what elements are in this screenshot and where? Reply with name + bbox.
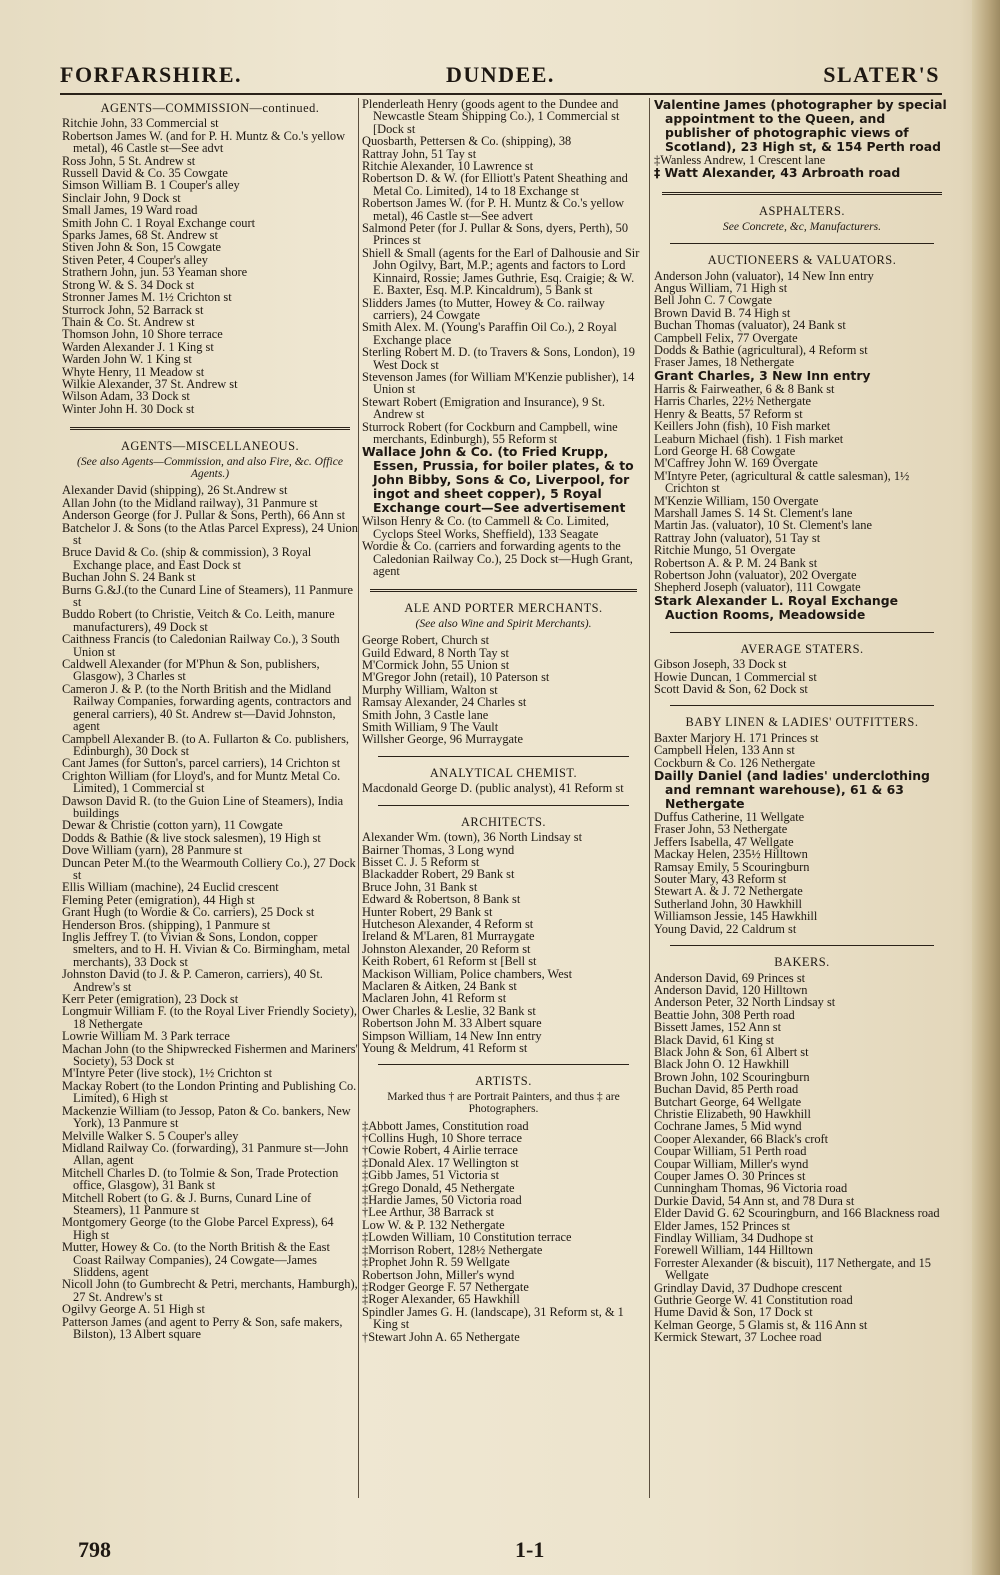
directory-entry: Christie Elizabeth, 90 Hawkhill <box>654 1106 811 1121</box>
directory-entry: Ramsay Emily, 5 Scouringburn <box>654 859 810 874</box>
directory-entry: Black John O. 12 Hawkhill <box>654 1057 790 1072</box>
directory-entry: ‡Rodger George F. 57 Nethergate <box>362 1279 529 1294</box>
directory-entry: Sturrock John, 52 Barrack st <box>62 302 204 317</box>
directory-entry: Alexander David (shipping), 26 St.Andrew st <box>62 483 288 498</box>
directory-entry: Hunter Robert, 29 Bank st <box>362 904 493 919</box>
section-note: (See also Wine and Spirit Merchants). <box>415 616 592 630</box>
directory-entry: Butchart George, 64 Wellgate <box>654 1094 802 1109</box>
directory-entry: Warden John W. 1 King st <box>62 352 192 367</box>
column-1 <box>62 98 358 1340</box>
directory-entry: Mackenzie William (to Jessop, Paton & Co. bankers, New York), 13 Panmure st <box>62 1103 351 1131</box>
directory-entry: Anderson John (valuator), 14 New Inn entry <box>654 268 874 283</box>
directory-entry: Ritchie John, 33 Commercial st <box>62 116 219 131</box>
header-town: DUNDEE. <box>446 62 555 87</box>
directory-entry: Johnston David (to J. & P. Cameron, carriers), 40 St. Andrew's st <box>62 967 323 994</box>
directory-entry: ‡Donald Alex. 17 Wellington st <box>362 1155 519 1170</box>
directory-entry: Ritchie Mungo, 51 Overgate <box>654 543 796 558</box>
directory-entry: Bairner Thomas, 3 Long wynd <box>362 842 515 857</box>
directory-entry: Cockburn & Co. 126 Nethergate <box>654 755 816 770</box>
directory-entry: Crighton William (for Lloyd's, and for Muntz Metal Co. Limited), 1 Commercial st <box>62 768 341 796</box>
directory-entry: Keillers John (fish), 10 Fish market <box>654 419 831 434</box>
directory-entry: Dodds & Bathie (& live stock salesmen), 19 High st <box>62 830 321 845</box>
directory-entry: ‡Morrison Robert, 128½ Nethergate <box>362 1242 543 1257</box>
directory-entry: Dodds & Bathie (agricultural), 4 Reform st <box>654 343 868 358</box>
directory-entry: Small James, 19 Ward road <box>62 203 198 218</box>
page-number: 798 <box>78 1537 111 1562</box>
directory-entry: Grindlay David, 37 Dudhope crescent <box>654 1280 843 1295</box>
directory-entry: Stiven Peter, 4 Couper's alley <box>62 252 208 267</box>
directory-entry: Simson William B. 1 Couper's alley <box>62 178 240 193</box>
section-heading: ANALYTICAL CHEMIST. <box>429 765 578 780</box>
section-heading: BABY LINEN & LADIES' OUTFITTERS. <box>685 715 919 730</box>
column-3 <box>654 98 950 1344</box>
directory-entry: Henderson Bros. (shipping), 1 Panmure st <box>62 917 271 932</box>
directory-entry: Mackay Robert (to the London Printing and Publishing Co. Limited), 6 High st <box>62 1078 357 1106</box>
directory-entry: Stevenson James (for William M'Kenzie publisher), 14 Union st <box>362 369 635 397</box>
directory-entry: Couper James O. 30 Princes st <box>654 1169 806 1183</box>
directory-entry: Guild Edward, 8 North Tay st <box>362 645 509 660</box>
directory-entry: Thomson John, 10 Shore terrace <box>62 327 223 342</box>
entry-list <box>362 98 645 445</box>
directory-entry: Robertson A. & P. M. 24 Bank st <box>654 555 818 570</box>
section-divider <box>670 243 934 244</box>
directory-entry: Longmuir William F. (to the Royal Liver Friendly Society), 18 Nethergate <box>62 1004 357 1031</box>
directory-entry: Low W. & P. 132 Nethergate <box>362 1217 505 1232</box>
entry-list <box>62 484 358 1340</box>
header-rule <box>60 93 942 95</box>
directory-entry: ‡Grego Donald, 45 Nethergate <box>362 1180 515 1195</box>
directory-entry: George Robert, Church st <box>362 633 490 648</box>
directory-entry: ‡Hardie James, 50 Victoria road <box>362 1193 522 1208</box>
directory-entry: Keith Robert, 61 Reform st [Bell st <box>362 954 537 969</box>
directory-entry: Elder James, 152 Princes st <box>654 1218 790 1233</box>
directory-entry: Blackadder Robert, 29 Bank st <box>362 867 515 882</box>
directory-entry: Anderson George (for J. Pullar & Sons, Perth), 66 Ann st <box>62 508 346 523</box>
section-heading: ARTISTS. <box>475 1074 532 1089</box>
directory-entry: Elder David G. 62 Scouringburn, and 166 Blackness road <box>654 1206 940 1221</box>
directory-entry: M'Intyre Peter (live stock), 1½ Crichton st <box>62 1066 273 1081</box>
directory-entry: †Stewart John A. 65 Nethergate <box>362 1329 520 1344</box>
directory-entry: Warden Alexander J. 1 King st <box>62 339 214 354</box>
directory-entry: Ellis William (machine), 24 Euclid crescent <box>62 880 279 895</box>
directory-entry: Alexander Wm. (town), 36 North Lindsay st <box>362 830 583 845</box>
directory-entry: M'Intyre Peter, (agricultural & cattle salesman), 1½ Crichton st <box>654 468 910 496</box>
directory-entry: Marshall James S. 14 St. Clement's lane <box>654 505 853 520</box>
bold-advert-entry: Dailly Daniel (and ladies' underclothing and remnant warehouse), 61 & 63 Nethergate <box>654 768 930 812</box>
section-divider <box>662 192 942 195</box>
directory-entry: Sinclair John, 9 Dock st <box>62 190 181 205</box>
section-note: (See also Agents—Commission, and also Fire, &c. Office Agents.) <box>77 454 343 480</box>
directory-entry: Bruce David & Co. (ship & commission), 3 Royal Exchange place, and East Dock st <box>62 545 312 572</box>
directory-entry: Buchan Thomas (valuator), 24 Bank st <box>654 318 846 333</box>
header-county: FORFARSHIRE. <box>60 62 242 87</box>
printer-signature: 1-1 <box>515 1537 545 1562</box>
entry-list <box>362 1120 645 1343</box>
directory-entry: Cochrane James, 5 Mid wynd <box>654 1119 802 1134</box>
directory-entry: Ower Charles & Leslie, 32 Bank st <box>362 1003 536 1018</box>
directory-entry: Batchelor J. & Sons (to the Atlas Parcel Express), 24 Union st <box>62 520 358 547</box>
section-heading: AVERAGE STATERS. <box>740 641 864 656</box>
directory-entry: Ogilvy George A. 51 High st <box>62 1302 205 1317</box>
directory-entry: †Lee Arthur, 38 Barrack st <box>362 1205 494 1220</box>
directory-entry: Anderson Peter, 32 North Lindsay st <box>654 995 836 1010</box>
section-heading: ARCHITECTS. <box>460 814 546 829</box>
entry-list <box>654 98 950 154</box>
directory-entry: Spindler James G. H. (landscape), 31 Reform st, & 1 King st <box>362 1304 624 1332</box>
directory-entry: ‡Roger Alexander, 65 Hawkhill <box>362 1292 520 1307</box>
directory-entry: Winter John H. 30 Dock st <box>62 401 195 416</box>
directory-entry: Mutter, Howey & Co. (to the North British & the East Coast Railway Companies), 24 Cowgate—James Sliddens, agent <box>62 1240 330 1279</box>
directory-entry: Ritchie Alexander, 10 Lawrence st <box>362 159 534 174</box>
directory-entry: Mitchell Robert (to G. & J. Burns, Cunard Line of Steamers), 11 Panmure st <box>62 1190 312 1217</box>
directory-entry: Cant James (for Sutton's, parcel carriers), 14 Crichton st <box>62 756 341 771</box>
directory-entry: Duffus Catherine, 11 Wellgate <box>654 810 805 825</box>
directory-entry: Brown David B. 74 High st <box>654 305 791 320</box>
directory-entry: Dewar & Christie (cotton yarn), 11 Cowgate <box>62 818 283 833</box>
directory-entry: Gibson Joseph, 33 Dock st <box>654 657 787 672</box>
directory-entry: M'Kenzie William, 150 Overgate <box>654 493 819 508</box>
directory-entry: Macdonald George D. (public analyst), 41 Reform st <box>362 781 624 796</box>
directory-entry: Scott David & Son, 62 Dock st <box>654 682 808 696</box>
entry-list <box>362 831 645 1054</box>
bold-advert-entry: ‡ Watt Alexander, 43 Arbroath road <box>654 165 901 181</box>
directory-entry: †Collins Hugh, 10 Shore terrace <box>362 1131 523 1146</box>
section-divider <box>378 805 629 806</box>
directory-entry: Souter Mary, 43 Reform st <box>654 872 787 887</box>
directory-entry: Shiell & Small (agents for the Earl of Dalhousie and Sir John Ogilvy, Bart, M.P.; agents and factors to Lord Kinnaird, Rossie; James Guthrie, Esq. Craigie; & W. E. Baxter, Esq. M.P. Kincaldrum), 5 Bank st <box>362 245 640 298</box>
entry-list <box>654 270 950 369</box>
directory-entry: Bruce John, 31 Bank st <box>362 879 478 894</box>
directory-entry: Coupar William, Miller's wynd <box>654 1156 809 1171</box>
directory-entry: M'Cormick John, 55 Union st <box>362 658 510 673</box>
directory-entry: Campbell Felix, 77 Overgate <box>654 330 798 345</box>
directory-entry: Wordie & Co. (carriers and forwarding agents to the Caledonian Railway Co.), 25 Dock st—Hugh Grant, agent <box>362 539 633 578</box>
directory-entry: Sterling Robert M. D. (to Travers & Sons, London), 19 West Dock st <box>362 345 635 372</box>
directory-entry: Ireland & M'Laren, 81 Murraygate <box>362 929 535 944</box>
section-divider <box>670 945 934 946</box>
directory-entry: Lowrie William M. 3 Park terrace <box>62 1029 230 1044</box>
directory-entry: Campbell Alexander B. (to A. Fullarton & Co. publishers, Edinburgh), 30 Dock st <box>62 731 350 758</box>
directory-entry: Buchan David, 85 Perth road <box>654 1082 799 1097</box>
directory-entry: ‡Prophet John R. 59 Wellgate <box>362 1255 510 1270</box>
directory-entry: Russell David & Co. 35 Cowgate <box>62 166 228 181</box>
directory-entry: Jeffers Isabella, 47 Wellgate <box>654 834 794 849</box>
directory-entry: Harris & Fairweather, 6 & 8 Bank st <box>654 381 835 396</box>
directory-entry: Dawson David R. (to the Guion Line of Steamers), India buildings <box>62 793 344 820</box>
directory-entry: Fraser John, 53 Nethergate <box>654 822 788 837</box>
entry-list <box>654 658 950 695</box>
directory-entry: Sutherland John, 30 Hawkhill <box>654 896 802 911</box>
directory-entry: Stiven John & Son, 15 Cowgate <box>62 240 222 255</box>
directory-entry: Thain & Co. St. Andrew st <box>62 314 195 329</box>
section-note: See Concrete, &c, Manufacturers. <box>722 219 882 233</box>
section-heading: AGENTS—COMMISSION—continued. <box>100 101 320 115</box>
directory-entry: Cooper Alexander, 66 Black's croft <box>654 1131 829 1146</box>
directory-entry: Kelman George, 5 Glamis st, & 116 Ann st <box>654 1317 868 1332</box>
directory-entry: Mitchell Charles D. (to Tolmie & Son, Trade Protection office, Glasgow), 31 Bank st <box>62 1165 339 1193</box>
directory-entry: Strong W. & S. 34 Dock st <box>62 277 195 292</box>
section-heading: ALE AND PORTER MERCHANTS. <box>404 601 603 616</box>
directory-entry: Martin Jas. (valuator), 10 St. Clement's lane <box>654 518 872 533</box>
entry-list <box>362 634 645 746</box>
directory-entry: Smith John C. 1 Royal Exchange court <box>62 215 256 230</box>
directory-entry: Beattie John, 308 Perth road <box>654 1007 795 1022</box>
entry-list <box>654 383 950 594</box>
directory-entry: Buchan John S. 24 Bank st <box>62 570 196 585</box>
header-publisher: SLATER'S <box>823 62 940 87</box>
directory-entry: Nicoll John (to Gumbrecht & Petri, merchants, Hamburgh), 27 St. Andrew's st <box>62 1277 358 1304</box>
directory-entry: Smith William, 9 The Vault <box>362 720 499 735</box>
directory-entry: Melville Walker S. 5 Couper's alley <box>62 1128 239 1143</box>
directory-entry: Quosbarth, Pettersen & Co. (shipping), 38 <box>362 134 572 149</box>
directory-entry: ‡Abbott James, Constitution road <box>362 1118 529 1133</box>
directory-entry: Sturrock Robert (for Cockburn and Campbell, wine merchants, Edinburgh), 55 Reform st <box>362 419 618 446</box>
directory-entry: Valentine James (photographer by special appointment to the Queen, and publisher of photographic views of Scotland), 23 High st, & 154 Perth road <box>654 97 947 154</box>
directory-entry: Henry & Beatts, 57 Reform st <box>654 406 803 421</box>
directory-entry: Machan John (to the Shipwrecked Fishermen and Mariners' Society), 53 Dock st <box>62 1041 358 1069</box>
directory-entry: Ross John, 5 St. Andrew st <box>62 153 196 168</box>
section-divider <box>70 427 350 430</box>
directory-entry: ‡Gibb James, 51 Victoria st <box>362 1168 500 1183</box>
directory-entry: Robertson John (valuator), 202 Overgate <box>654 567 857 582</box>
directory-entry: Midland Railway Co. (forwarding), 31 Panmure st—John Allan, agent <box>62 1140 349 1168</box>
directory-entry: Rattray John, 51 Tay st <box>362 146 477 161</box>
directory-entry: Forrester Alexander (& biscuit), 117 Nethergate, and 15 Wellgate <box>654 1255 931 1283</box>
directory-entry: Robertson D. & W. (for Elliott's Patent Sheathing and Metal Co. Limited), 14 to 18 Exchange st <box>362 171 628 198</box>
directory-entry: Cameron J. & P. (to the North British and the Midland Railway Companies, forwarding agents, contractors and general carriers), 40 St. Andrew st—David Johnston, agent <box>62 681 352 734</box>
directory-entry: Edward & Robertson, 8 Bank st <box>362 892 521 907</box>
section-divider <box>378 1064 629 1065</box>
directory-entry: Bissett James, 152 Ann st <box>654 1020 782 1035</box>
directory-entry: Montgomery George (to the Globe Parcel Express), 64 High st <box>62 1215 334 1242</box>
directory-entry: Buddo Robert (to Christie, Veitch & Co. Leith, manure manufacturers), 49 Dock st <box>62 607 335 634</box>
directory-entry: †Cowie Robert, 4 Airlie terrace <box>362 1143 518 1158</box>
directory-entry: Anderson David, 120 Hilltown <box>654 982 808 997</box>
directory-entry: Young & Meldrum, 41 Reform st <box>362 1041 528 1055</box>
section-heading: AGENTS—MISCELLANEOUS. <box>120 439 300 454</box>
directory-entry: Rattray John (valuator), 51 Tay st <box>654 530 821 545</box>
running-header <box>60 62 940 96</box>
directory-entry: Lord George H. 68 Cowgate <box>654 443 796 458</box>
directory-entry: Strathern John, jun. 53 Yeaman shore <box>62 265 248 280</box>
directory-entry: Williamson Jessie, 145 Hawkhill <box>654 909 818 924</box>
section-note: Marked thus † are Portrait Painters, and thus ‡ are Photographers. <box>387 1089 620 1116</box>
entry-list <box>362 782 645 794</box>
directory-entry: Kermick Stewart, 37 Lochee road <box>654 1330 822 1345</box>
directory-entry: Smith Alex. M. (Young's Paraffin Oil Co.), 2 Royal Exchange place <box>362 320 617 347</box>
directory-entry: Whyte Henry, 11 Meadow st <box>62 364 205 379</box>
section-heading: ASPHALTERS. <box>759 204 845 219</box>
directory-entry: Caithness Francis (to Caledonian Railway Co.), 3 South Union st <box>62 632 340 659</box>
directory-entry: Coupar William, 51 Perth road <box>654 1144 807 1159</box>
directory-entry: Plenderleath Henry (goods agent to the Dundee and Newcastle Steam Shipping Co.), 1 Commercial st [Dock st <box>362 97 620 136</box>
directory-entry: Johnston Alexander, 20 Reform st <box>362 941 531 956</box>
directory-entry: Caldwell Alexander (for M'Phun & Son, publishers, Glasgow), 3 Charles st <box>62 657 320 684</box>
directory-entry: Bell John C. 7 Cowgate <box>654 293 773 308</box>
directory-entry: Kerr Peter (emigration), 23 Dock st <box>62 992 239 1007</box>
section-divider <box>370 589 637 592</box>
column-divider <box>649 98 650 1498</box>
directory-entry: Salmond Peter (for J. Pullar & Sons, dyers, Perth), 50 Princes st <box>362 221 629 248</box>
directory-entry: Allan John (to the Midland railway), 31 Panmure st <box>62 495 318 510</box>
directory-entry: ‡Lowden William, 10 Constitution terrace <box>362 1230 572 1245</box>
bold-advert-entry: Grant Charles, 3 New Inn entry <box>654 367 871 383</box>
directory-entry: Robertson John M. 33 Albert square <box>362 1016 542 1031</box>
directory-entry: Harris Charles, 22½ Nethergate <box>654 394 812 409</box>
directory-entry: Maclaren John, 41 Reform st <box>362 991 507 1006</box>
directory-entry: Stewart Robert (Emigration and Insurance), 9 St. Andrew st <box>362 394 605 422</box>
directory-entry: Hutcheson Alexander, 4 Reform st <box>362 916 534 931</box>
section-divider <box>670 705 934 706</box>
directory-entry: Murphy William, Walton st <box>362 682 498 697</box>
directory-entry: M'Gregor John (retail), 10 Paterson st <box>362 670 550 685</box>
directory-entry: Ramsay Alexander, 24 Charles st <box>362 695 527 710</box>
directory-entry: Maclaren & Aitken, 24 Bank st <box>362 978 517 993</box>
directory-entry: Burns G.&J.(to the Cunard Line of Steamers), 11 Panmure st <box>62 582 354 610</box>
directory-entry: Wilson Henry & Co. (to Cammell & Co. Limited, Cyclops Steel Works, Sheffield), 133 Seagate <box>362 514 609 541</box>
directory-entry: Robertson James W. (and for P. H. Muntz & Co.'s yellow metal), 46 Castle st—See advt <box>62 128 346 156</box>
directory-entry: Patterson James (and agent to Perry & Son, safe makers, Bilston), 13 Albert square <box>62 1314 343 1341</box>
directory-entry: Willsher George, 96 Murraygate <box>362 732 523 747</box>
directory-entry: Duncan Peter M.(to the Wearmouth Colliery Co.), 27 Dock st <box>62 855 356 882</box>
directory-entry: Brown John, 102 Scouringburn <box>654 1069 810 1084</box>
section-heading: BAKERS. <box>774 955 830 970</box>
directory-entry: ‡Wanless Andrew, 1 Crescent lane <box>654 153 826 167</box>
directory-entry: Howie Duncan, 1 Commercial st <box>654 669 817 684</box>
directory-entry: Mackay Helen, 235½ Hilltown <box>654 847 808 862</box>
directory-entry: Anderson David, 69 Princes st <box>654 970 806 985</box>
directory-entry: Robertson James W. (for P. H. Muntz & Co.'s yellow metal), 46 Castle st—See advert <box>362 196 625 223</box>
directory-entry: Slidders James (to Mutter, Howey & Co. railway carriers), 24 Cowgate <box>362 295 605 322</box>
directory-entry: Inglis Jeffrey T. (to Vivian & Sons, London, copper smelters, and to H. H. Vivian & Co. Birmingham, metal merchants), 33 Dock st <box>62 930 351 969</box>
section-divider <box>670 632 934 633</box>
column-2 <box>362 98 645 1343</box>
entry-list <box>654 972 950 1344</box>
bold-advert-entry: Stark Alexander L. Royal Exchange Auction Rooms, Meadowside <box>654 592 899 622</box>
directory-entry: Guthrie George W. 41 Constitution road <box>654 1293 853 1308</box>
directory-entry: Hume David & Son, 17 Dock st <box>654 1305 813 1320</box>
directory-entry: Bisset C. J. 5 Reform st <box>362 854 480 869</box>
entry-list <box>62 117 358 415</box>
directory-entry: Black David, 61 King st <box>654 1032 775 1047</box>
directory-entry: Forewell William, 144 Hilltown <box>654 1243 813 1258</box>
directory-entry: Shepherd Joseph (valuator), 111 Cowgate <box>654 580 861 595</box>
directory-entry: Stewart A. & J. 72 Nethergate <box>654 884 803 899</box>
directory-entry: Baxter Marjory H. 171 Princes st <box>654 730 819 745</box>
directory-entry: Robertson John, Miller's wynd <box>362 1267 515 1282</box>
directory-entry: Fraser James, 18 Nethergate <box>654 355 795 370</box>
directory-entry: Findlay William, 34 Dudhope st <box>654 1231 814 1246</box>
directory-entry: Stronner James M. 1½ Crichton st <box>62 290 232 305</box>
directory-entry: Wilkie Alexander, 37 St. Andrew st <box>62 376 238 391</box>
book-spine <box>972 0 1000 1575</box>
directory-entry: Angus William, 71 High st <box>654 281 788 296</box>
entry-list <box>654 811 950 935</box>
entry-list <box>654 732 950 769</box>
column-divider <box>358 98 359 1498</box>
directory-entry: Simpson William, 14 New Inn entry <box>362 1028 542 1043</box>
directory-entry: Smith John, 3 Castle lane <box>362 707 489 722</box>
directory-entry: Leaburn Michael (fish). 1 Fish market <box>654 431 844 446</box>
directory-entry: Durkie David, 54 Ann st, and 78 Dura st <box>654 1193 855 1208</box>
section-heading: AUCTIONEERS & VALUATORS. <box>707 253 897 268</box>
directory-entry: Young David, 22 Caldrum st <box>654 921 797 936</box>
directory-entry: Wilson Adam, 33 Dock st <box>62 389 190 404</box>
directory-entry: Dove William (yarn), 28 Panmure st <box>62 843 243 858</box>
directory-entry: Cunningham Thomas, 96 Victoria road <box>654 1181 848 1196</box>
directory-entry: M'Caffrey John W. 169 Overgate <box>654 456 818 471</box>
entry-list <box>362 515 645 577</box>
directory-entry: Fleming Peter (emigration), 44 High st <box>62 892 255 907</box>
directory-entry: Campbell Helen, 133 Ann st <box>654 743 795 758</box>
directory-entry: Black John & Son, 61 Albert st <box>654 1044 809 1059</box>
directory-entry: Sparks James, 68 St. Andrew st <box>62 228 218 243</box>
directory-entry: Mackison William, Police chambers, West <box>362 966 573 981</box>
directory-entry: Grant Hugh (to Wordie & Co. carriers), 25 Dock st <box>62 905 315 920</box>
bold-advert-entry: Wallace John & Co. (to Fried Krupp, Essen, Prussia, for boiler plates, & to John Bibby, Sons & Co, Liverpool, for ingot and sheet copper), 5 Royal Exchange court—See advertisement <box>362 444 634 516</box>
section-divider <box>378 756 629 757</box>
